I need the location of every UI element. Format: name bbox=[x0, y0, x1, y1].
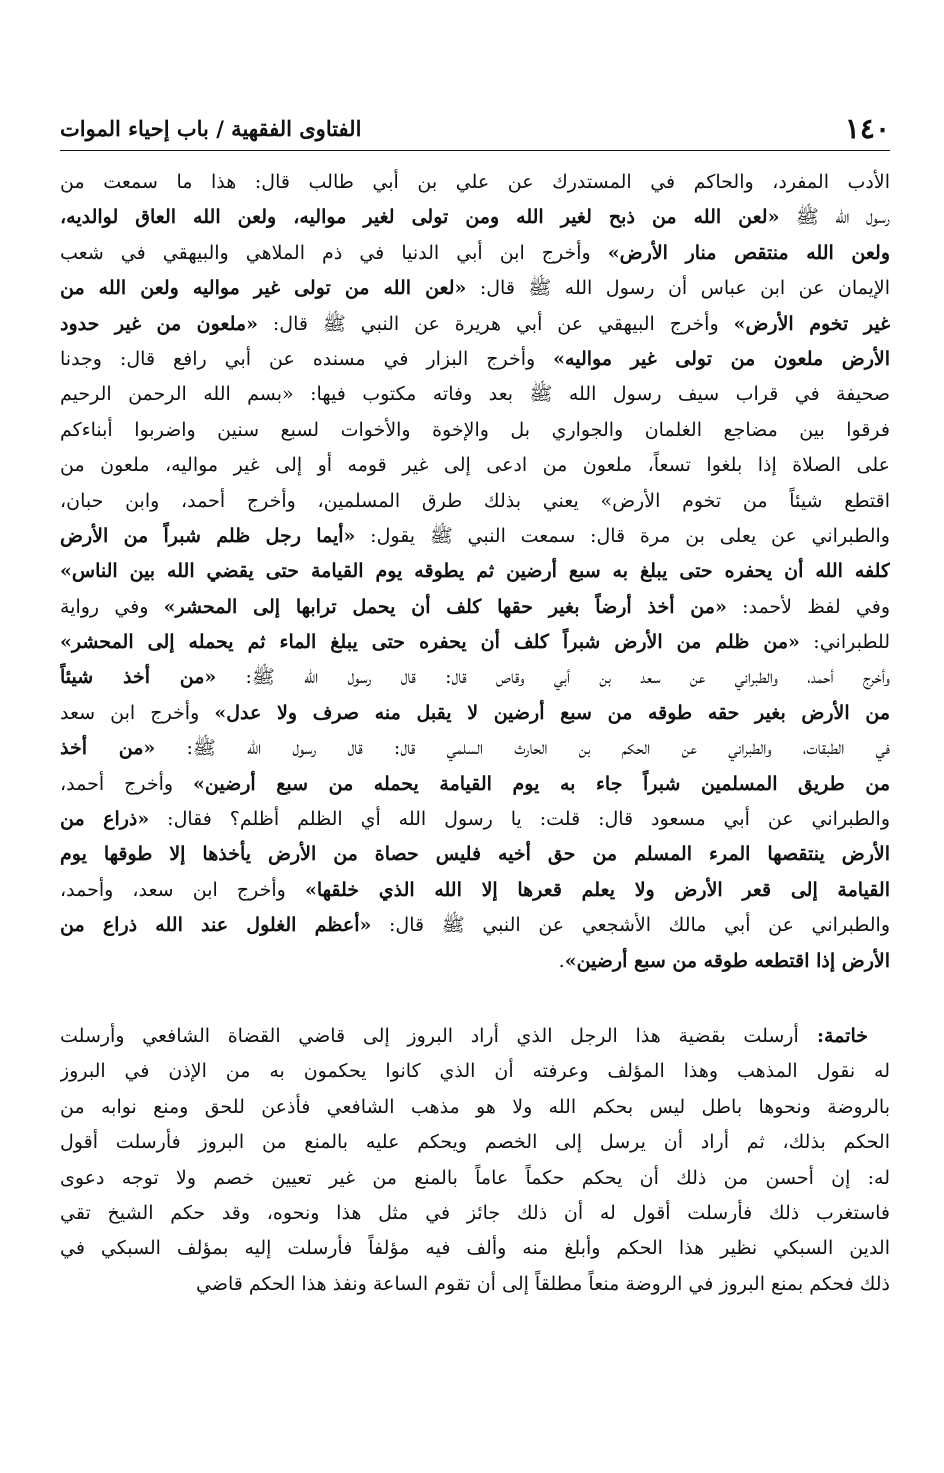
text-line bbox=[60, 625, 890, 660]
hadith-text: الأرض ملعون من تولى غير مواليه» bbox=[553, 347, 890, 370]
hadith-text: كلفه الله أن يحفره حتى يبلغ به سبع أرضين ثم يطوقه يوم القيامة حتى يقضي الله بين الناس» bbox=[60, 560, 890, 583]
hadith-text: «من أخذ أرضاً بغير حقها كلف أن يحمل ترابها إلى المحشر» bbox=[163, 595, 727, 618]
text-line bbox=[60, 236, 890, 271]
text-run: بالروضة ونحوها باطل ليس بحكم الله ولا هو مذهب الشافعي فأذعن للحق ومنع نوابه من bbox=[60, 1095, 890, 1118]
text-line bbox=[60, 731, 890, 766]
text-line bbox=[60, 413, 890, 448]
text-run: وأخرج ابن سعد bbox=[60, 701, 215, 724]
text-run: ذلك فحكم بمنع البروز في الروضة منعاً مطلقاً إلى أن تقوم الساعة ونفذ هذا الحكم قاضي bbox=[196, 1272, 890, 1295]
hadith-text: «من ظلم من الأرض شبراً كلف أن يحفره حتى يبلغ الماء ثم يحمله إلى المحشر» bbox=[60, 631, 800, 654]
text-line bbox=[60, 908, 890, 943]
text-run: رسول الله ﷺ bbox=[779, 206, 890, 229]
text-run: الدين السبكي نظير هذا الحكم وأبلغ منه وألف فيه مؤلفاً فأرسلت إليه بمؤلف السبكي في bbox=[60, 1237, 890, 1260]
running-title: الفتاوى الفقهية / باب إحياء الموات bbox=[60, 116, 362, 141]
hadith-text: «أيما رجل ظلم شبراً من الأرض bbox=[60, 524, 356, 547]
text-run: للطبراني: bbox=[799, 631, 890, 654]
text-run: له: إن أحسن من ذلك أن يحكم حكماً عاماً بالمنع من غير تعيين خصم ولا توجه دعوى bbox=[60, 1166, 890, 1189]
text-run: والطبراني عن أبي مسعود قال: قلت: يا رسول الله أي الظلم أظلم؟ فقال: bbox=[149, 808, 890, 831]
hadith-text: «لعن الله من تولى غير مواليه ولعن الله من bbox=[60, 277, 467, 300]
page-header bbox=[60, 108, 890, 151]
text-run: وأخرج أحمد، والطبراني عن سعد بن أبي وقاص قال: قال رسول الله ﷺ: bbox=[216, 666, 890, 689]
text-line bbox=[60, 1019, 890, 1054]
hadith-text: «أعظم الغلول عند الله ذراع من bbox=[60, 914, 372, 937]
text-line bbox=[60, 1054, 890, 1089]
text-run: وأخرج البزار في مسنده عن أبي رافع قال: وجدنا bbox=[60, 347, 554, 370]
paragraph-conclusion bbox=[60, 1019, 890, 1302]
text-line bbox=[60, 342, 890, 377]
text-line bbox=[60, 1161, 890, 1196]
text-run: اقتطع شيئاً من تخوم الأرض» يعني بذلك طرق المسلمين، وأخرج أحمد، وابن حبان، bbox=[60, 489, 890, 512]
text-line bbox=[60, 1125, 890, 1160]
text-line bbox=[60, 944, 890, 979]
hadith-text: من طريق المسلمين شبراً جاء به يوم القيامة يحمله من سبع أرضين» bbox=[193, 772, 890, 795]
text-run: وأخرج ابن سعد، وأحمد، bbox=[60, 878, 305, 901]
hadith-text: خاتمة: bbox=[798, 1024, 868, 1047]
text-run: الحكم بذلك، ثم أراد أن يرسل إلى الخصم ويحكم عليه بالمنع من البروز فأرسلت أقول bbox=[60, 1131, 890, 1154]
text-run: الإيمان عن ابن عباس أن رسول الله ﷺ قال: bbox=[466, 277, 890, 300]
text-line bbox=[60, 448, 890, 483]
text-run: وفي لفظ لأحمد: bbox=[726, 595, 890, 618]
text-run: صحيفة في قراب سيف رسول الله ﷺ بعد وفاته مكتوب فيها: «بسم الله الرحمن الرحيم bbox=[60, 383, 890, 406]
text-line bbox=[60, 165, 890, 200]
text-line bbox=[60, 1090, 890, 1125]
text-line bbox=[60, 554, 890, 589]
text-run: والطبراني عن يعلى بن مرة قال: سمعت النبي ﷺ يقول: bbox=[355, 524, 890, 547]
text-line bbox=[60, 1267, 890, 1302]
paragraph-hadith-citations bbox=[60, 165, 890, 979]
text-run: على الصلاة إذا بلغوا تسعاً، ملعون من ادعى إلى غير قومه أو إلى غير مواليه، ملعون من bbox=[60, 454, 890, 477]
text-line bbox=[60, 200, 890, 235]
text-run: وأخرج البيهقي عن أبي هريرة عن النبي ﷺ قال: bbox=[257, 312, 734, 335]
hadith-text: «من أخذ شيئاً bbox=[60, 666, 217, 689]
text-run: في الطبقات، والطبراني عن الحكم بن الحارث السلمي قال: قال رسول الله ﷺ: bbox=[155, 737, 890, 760]
text-line bbox=[60, 484, 890, 519]
text-run: وفي رواية bbox=[60, 595, 164, 618]
text-run: فرقوا بين مضاجع الغلمان والجواري بل والإخوة والأخوات لسبع سنين واضربوا أبناءكم bbox=[60, 418, 890, 441]
hadith-text: من الأرض بغير حقه طوقه من سبع أرضين لا يقبل منه صرف ولا عدل» bbox=[214, 701, 890, 724]
hadith-text: «ذراع من bbox=[60, 808, 150, 831]
text-line bbox=[60, 590, 890, 625]
hadith-text: غير تخوم الأرض» bbox=[733, 312, 890, 335]
text-line bbox=[60, 873, 890, 908]
hadith-text: «لعن الله من ذبح لغير الله ومن تولى لغير مواليه، ولعن الله العاق لوالديه، bbox=[60, 206, 780, 229]
text-run: له نقول المذهب وهذا المؤلف وعرفته أن الذي كانوا يحكمون به من الإذن في البروز bbox=[60, 1060, 890, 1083]
hadith-text: ولعن الله منتقص منار الأرض» bbox=[607, 241, 890, 264]
text-line bbox=[60, 696, 890, 731]
text-run: والطبراني عن أبي مالك الأشجعي عن النبي ﷺ قال: bbox=[371, 914, 890, 937]
text-line bbox=[60, 271, 890, 306]
text-line bbox=[60, 837, 890, 872]
text-run: فاستغرب ذلك فأرسلت أقول له أن ذلك جائز في مثل هذا ونحوه، وقد حكم الشيخ تقي bbox=[60, 1201, 890, 1224]
text-run: أرسلت بقضية هذا الرجل الذي أراد البروز إلى قاضي القضاة الشافعي وأرسلت bbox=[60, 1024, 799, 1047]
text-line bbox=[60, 767, 890, 802]
text-run: الأدب المفرد، والحاكم في المستدرك عن علي بن أبي طالب قال: هذا ما سمعت من bbox=[60, 171, 890, 193]
text-line bbox=[60, 307, 890, 342]
text-line bbox=[60, 660, 890, 695]
hadith-text: القيامة إلى قعر الأرض ولا يعلم قعرها إلا الله الذي خلقها» bbox=[304, 878, 890, 901]
text-run: وأخرج أحمد، bbox=[60, 772, 194, 795]
text-line bbox=[60, 1196, 890, 1231]
hadith-text: الأرض إذا اقتطعه طوقه من سبع أرضين» bbox=[564, 949, 890, 972]
body-text bbox=[60, 165, 890, 1302]
text-line bbox=[60, 1231, 890, 1266]
paragraph-gap bbox=[60, 979, 890, 1019]
text-line bbox=[60, 377, 890, 412]
text-run: . bbox=[558, 949, 565, 972]
text-run: وأخرج ابن أبي الدنيا في ذم الملاهي والبيهقي في شعب bbox=[60, 241, 608, 264]
book-page bbox=[60, 108, 890, 1302]
text-line bbox=[60, 802, 890, 837]
text-line bbox=[60, 519, 890, 554]
page-number: ١٤٠ bbox=[844, 112, 890, 145]
hadith-text: «من أخذ bbox=[60, 737, 156, 760]
hadith-text: «ملعون من غير حدود bbox=[60, 312, 258, 335]
hadith-text: الأرض ينتقصها المرء المسلم من حق أخيه فليس حصاة من الأرض يأخذها إلا طوقها يوم bbox=[60, 843, 890, 866]
